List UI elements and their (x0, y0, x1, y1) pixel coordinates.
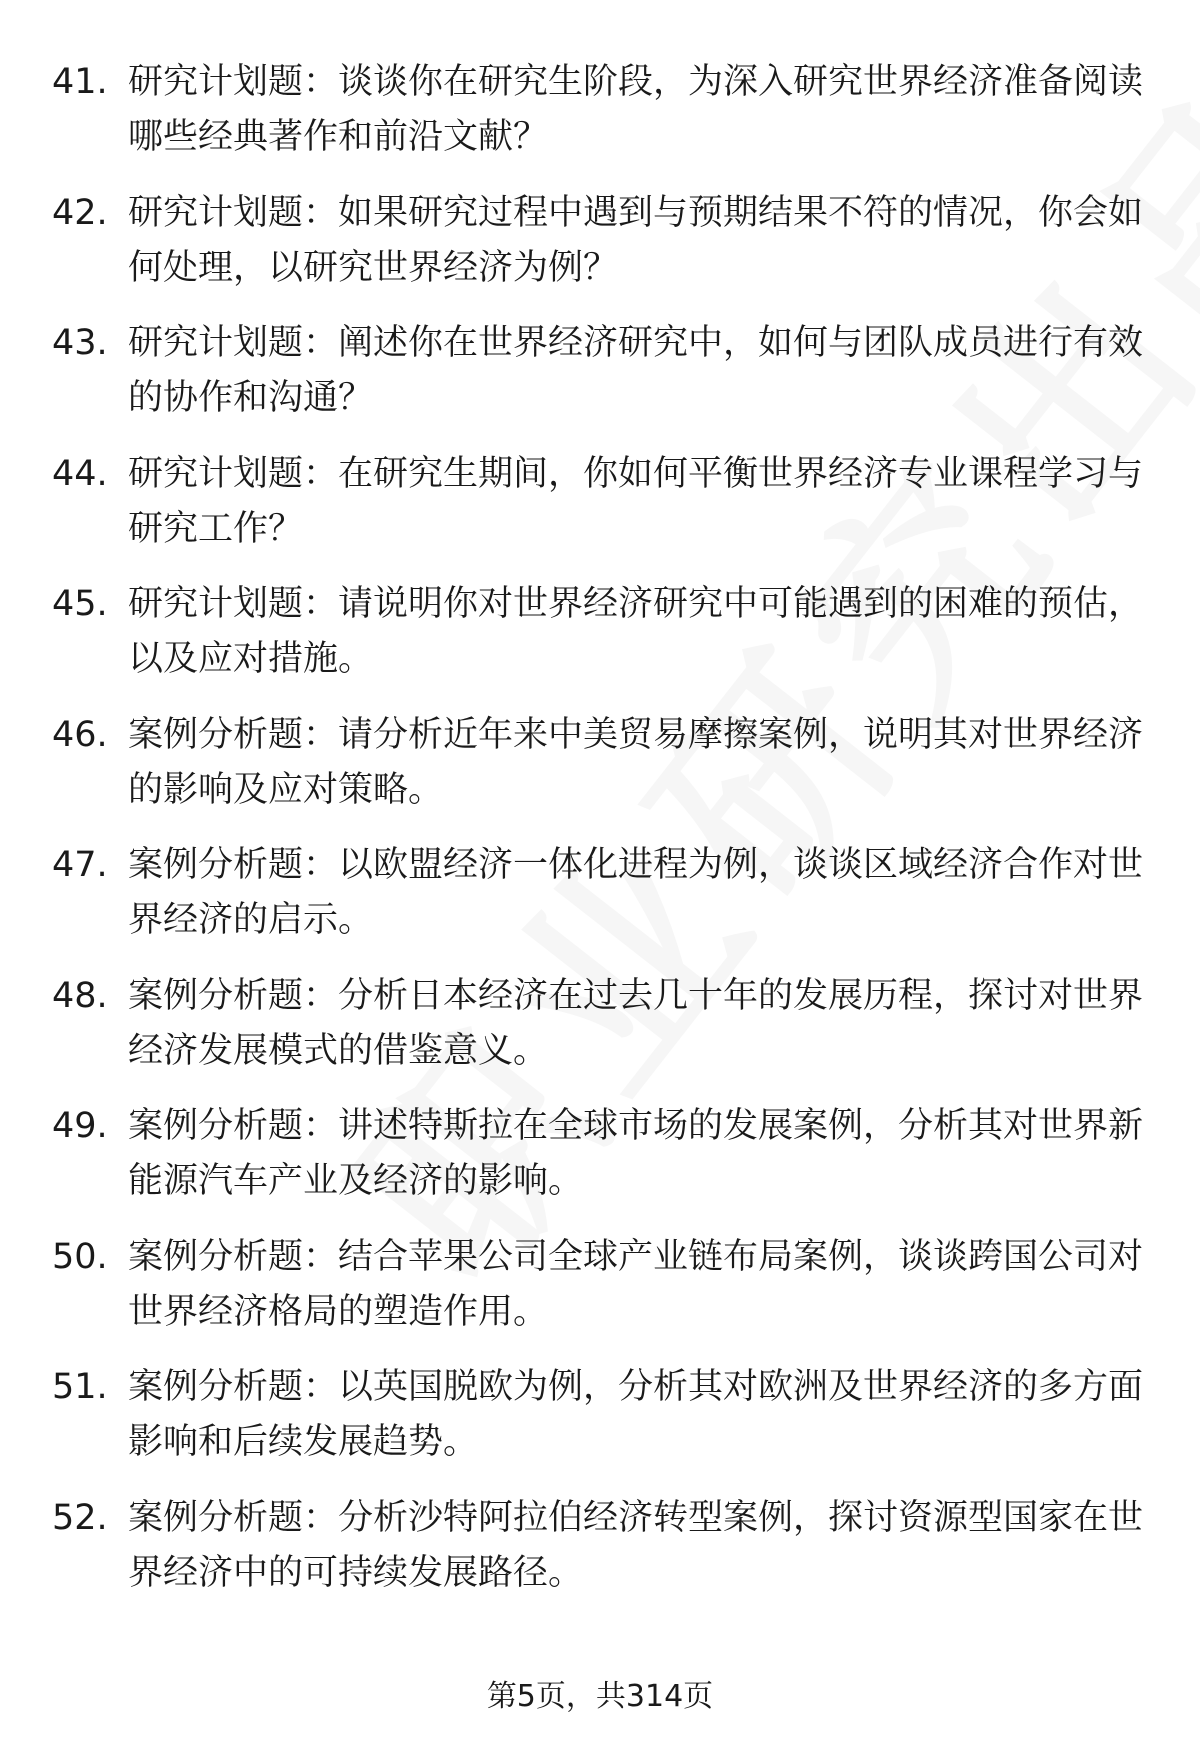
question-list (0, 55, 1200, 1621)
question-number: 43. (52, 323, 108, 363)
question-number: 44. (52, 453, 108, 494)
question-text: 案例分析题：以英国脱欧为例，分析其对欧洲及世界经济的多方面影响和后续发展趋势。 (128, 1367, 1144, 1462)
question-number: 46. (52, 714, 108, 755)
question-text: 研究计划题：谈谈你在研究生阶段，为深入研究世界经济准备阅读哪些经典著作和前沿文献？ (128, 62, 1144, 157)
question-number: 51. (52, 1367, 108, 1407)
question-item (0, 1491, 1200, 1622)
question-item (0, 838, 1200, 969)
question-item (0, 708, 1200, 839)
question-number: 52. (52, 1497, 108, 1538)
question-item (0, 1099, 1200, 1230)
question-number: 49. (52, 1106, 108, 1146)
question-item (0, 186, 1200, 317)
question-number: 42. (52, 192, 108, 233)
question-number: 48. (52, 975, 108, 1016)
question-number: 45. (52, 584, 108, 624)
question-item (0, 969, 1200, 1100)
question-number: 47. (52, 845, 108, 885)
question-item (0, 316, 1200, 447)
question-number: 41. (52, 62, 108, 102)
question-text: 研究计划题：阐述你在世界经济研究中，如何与团队成员进行有效的协作和沟通？ (128, 323, 1144, 418)
question-item (0, 447, 1200, 578)
question-item (0, 55, 1200, 186)
question-text: 案例分析题：分析日本经济在过去几十年的发展历程，探讨对世界经济发展模式的借鉴意义。 (128, 975, 1144, 1071)
question-text: 案例分析题：以欧盟经济一体化进程为例，谈谈区域经济合作对世界经济的启示。 (128, 845, 1144, 940)
question-item (0, 1360, 1200, 1491)
question-item (0, 1230, 1200, 1361)
page-number-footer: 第5页，共314页 (486, 1679, 714, 1714)
question-text: 案例分析题：结合苹果公司全球产业链布局案例，谈谈跨国公司对世界经济格局的塑造作用。 (128, 1236, 1144, 1332)
question-text: 案例分析题：分析沙特阿拉伯经济转型案例，探讨资源型国家在世界经济中的可持续发展路径。 (128, 1497, 1144, 1593)
question-item (0, 577, 1200, 708)
question-text: 案例分析题：讲述特斯拉在全球市场的发展案例，分析其对世界新能源汽车产业及经济的影响。 (128, 1106, 1144, 1201)
question-text: 研究计划题：如果研究过程中遇到与预期结果不符的情况，你会如何处理，以研究世界经济为例？ (128, 192, 1144, 288)
question-text: 案例分析题：请分析近年来中美贸易摩擦案例，说明其对世界经济的影响及应对策略。 (128, 714, 1144, 810)
question-text: 研究计划题：在研究生期间，你如何平衡世界经济专业课程学习与研究工作？ (128, 453, 1144, 549)
question-number: 50. (52, 1236, 108, 1277)
question-text: 研究计划题：请说明你对世界经济研究中可能遇到的困难的预估，以及应对措施。 (128, 584, 1144, 679)
